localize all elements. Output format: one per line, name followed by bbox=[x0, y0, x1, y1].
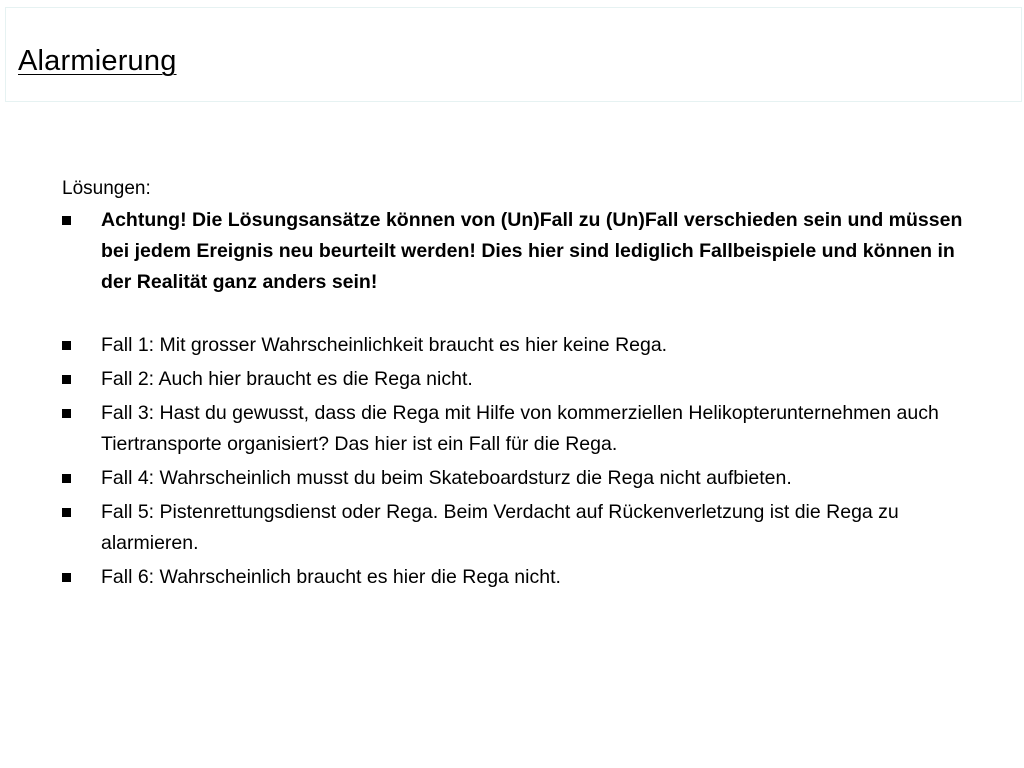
list-item-text: Fall 1: Mit grosser Wahrscheinlichkeit braucht es hier keine Rega. bbox=[101, 334, 668, 356]
intro-label: Lösungen: bbox=[62, 178, 151, 199]
square-bullet-icon bbox=[62, 341, 71, 350]
square-bullet-icon bbox=[62, 573, 71, 582]
list-item bbox=[62, 497, 982, 559]
list-item bbox=[62, 364, 982, 395]
list-item bbox=[62, 562, 982, 593]
list-item-text: Fall 5: Pistenrettungsdienst oder Rega. Beim Verdacht auf Rückenverletzung ist die Rega zu alarmieren. bbox=[101, 501, 899, 554]
slide-title: Alarmierung bbox=[18, 45, 177, 77]
list-item bbox=[62, 463, 982, 494]
square-bullet-icon bbox=[62, 508, 71, 517]
list-item-text: Fall 3: Hast du gewusst, dass die Rega mit Hilfe von kommerziellen Helikopterunternehmen auch Tiertransporte organisiert? Das hier ist ein Fall für die Rega. bbox=[101, 402, 939, 455]
title-box bbox=[5, 7, 1022, 102]
slide-content bbox=[62, 172, 982, 593]
square-bullet-icon bbox=[62, 216, 71, 225]
list-item-text: Fall 4: Wahrscheinlich musst du beim Skateboardsturz die Rega nicht aufbieten. bbox=[101, 467, 792, 489]
list-item bbox=[62, 398, 982, 460]
list-item bbox=[62, 205, 982, 298]
list-item bbox=[62, 330, 982, 361]
square-bullet-icon bbox=[62, 474, 71, 483]
solutions-list bbox=[62, 205, 982, 593]
list-item-text: Achtung! Die Lösungsansätze können von (Un)Fall zu (Un)Fall verschieden sein und müssen bei jedem Ereignis neu beurteilt werden! Dies hier sind lediglich Fallbeispiele und können in der Realität ganz anders sein! bbox=[101, 209, 963, 293]
square-bullet-icon bbox=[62, 409, 71, 418]
list-item-text: Fall 6: Wahrscheinlich braucht es hier die Rega nicht. bbox=[101, 566, 561, 588]
square-bullet-icon bbox=[62, 375, 71, 384]
list-item-text: Fall 2: Auch hier braucht es die Rega nicht. bbox=[101, 368, 473, 390]
